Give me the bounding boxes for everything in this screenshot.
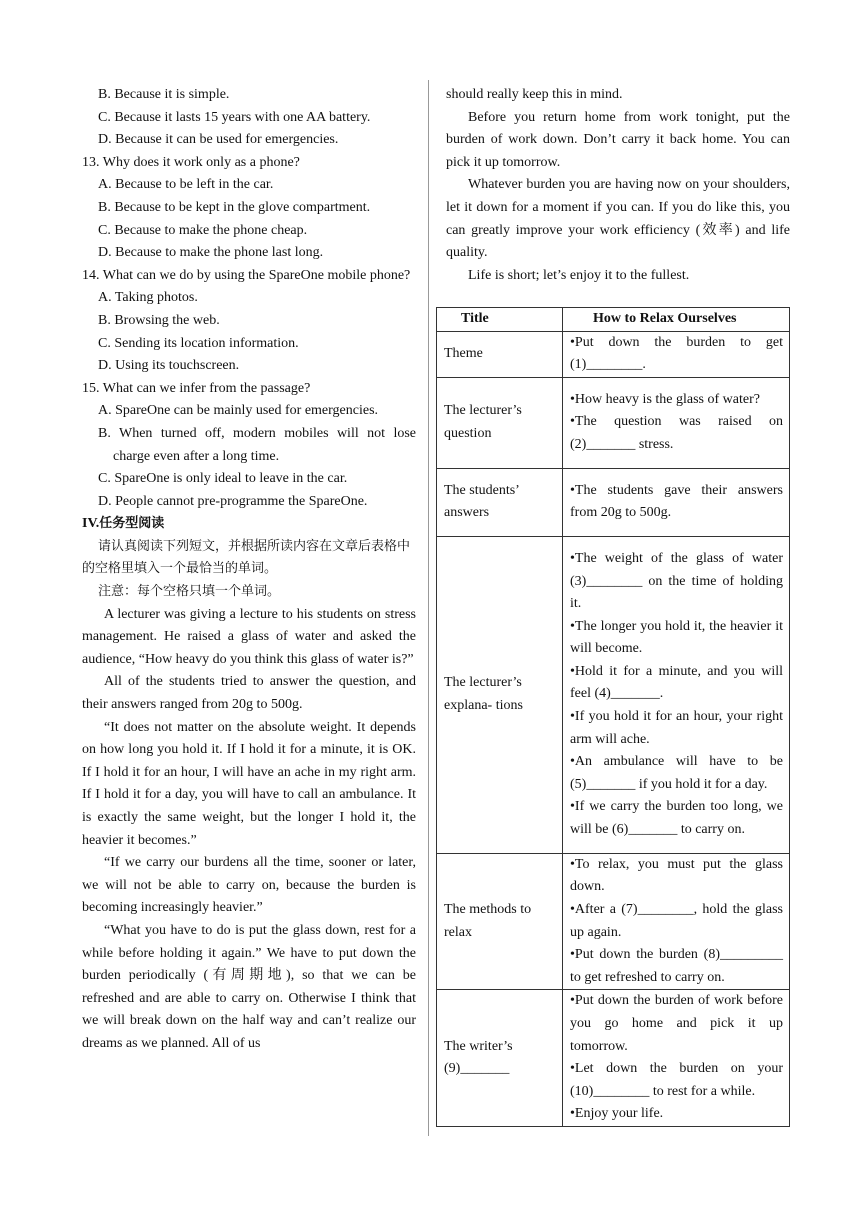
passage-paragraph-3: “It does not matter on the absolute weight. It depends on how long you hold it. If I hold it for a minute, it is OK. If I hold it for an hour, I will have an ache in my right arm. If I hold it for a day, you will have to call an ambulance. It is exactly the same weight, but the longer I hold it, the heavier it becomes.” — [82, 719, 416, 848]
bullet-line: •The question was raised on (2)_______ stress. — [570, 414, 783, 453]
q14-option-c: C. Sending its location information. — [98, 335, 299, 351]
bullet-line: •Put down the burden (8)_________ to get refreshed to carry on. — [570, 947, 783, 985]
q14-question: 14. What can we do by using the SpareOne mobile phone? — [82, 267, 411, 283]
passage-paragraph-1: A lecturer was giving a lecture to his students on stress management. He raised a glass of water and asked the audience, “How heavy do you think this glass of water is?” — [82, 606, 416, 667]
passage-paragraph-2: All of the students tried to answer the question, and their answers ranged from 20g to 500g. — [82, 674, 416, 713]
bullet-line: •The weight of the glass of water (3)________ on the time of holding it. — [570, 550, 783, 612]
q13-option-a: A. Because to be left in the car. — [98, 177, 274, 193]
table-row-answers — [437, 468, 790, 536]
bullet-line: •Put down the burden of work before you go home and pick it up tomorrow. — [570, 993, 783, 1054]
table-header-title: Title — [437, 308, 563, 332]
q14-option-b: B. Browsing the web. — [98, 312, 220, 328]
table-row-question — [437, 377, 790, 468]
column-divider — [428, 80, 429, 1136]
bullet-line: •If we carry the burden too long, we will be (6)_______ to carry on. — [570, 799, 783, 838]
bullet-line: •Put down the burden to get (1)________. — [570, 334, 783, 373]
q14-option-d: D. Using its touchscreen. — [98, 358, 240, 374]
row-content — [563, 377, 790, 468]
q14-option-a: A. Taking photos. — [98, 290, 198, 306]
q12-option-b: B. Because it is simple. — [98, 87, 230, 102]
q15-option-b: B. When turned off, modern mobiles will not lose charge even after a long time. — [98, 425, 416, 464]
row-label: The writer’s (9)_______ — [437, 990, 563, 1127]
table-row-writer — [437, 990, 790, 1127]
q12-option-d: D. Because it can be used for emergencies. — [98, 132, 339, 148]
section-title — [82, 513, 416, 536]
passage-paragraph-4: “If we carry our burdens all the time, sooner or later, we will not be able to carry on, because the burden is becoming increasingly heavier.” — [82, 855, 416, 916]
row-label: Theme — [437, 331, 563, 377]
q15-option-a: A. SpareOne can be mainly used for emergencies. — [98, 403, 379, 419]
bullet-line: •How heavy is the glass of water? — [570, 391, 760, 407]
table-row-explanations — [437, 536, 790, 853]
passage-paragraph-7: Whatever burden you are having now on your shoulders, let it down for a moment if you can. If you do like this, you can greatly improve your work efficiency (效率) and life quality. — [446, 177, 790, 261]
passage-paragraph-5: “What you have to do is put the glass down, rest for a while before holding it again.” We have to put down the burden periodically (有周期地), so that we can be refreshed and are able to carry on. Otherwise I think that we will break down on the half way and can’t realize our dreams as we planned. All of us — [82, 922, 416, 1051]
bullet-line: •The students gave their answers from 20g to 500g. — [570, 482, 783, 521]
bullet-line: •Let down the burden on your (10)________ to rest for a while. — [570, 1061, 783, 1099]
table-header-value: How to Relax Ourselves — [563, 308, 790, 332]
q13-option-b: B. Because to be kept in the glove compartment. — [98, 199, 371, 215]
row-label: The lecturer’s question — [437, 377, 563, 468]
row-content — [563, 990, 790, 1127]
bullet-line: •Hold it for a minute, and you will feel (4)_______. — [570, 663, 783, 702]
passage-continuation: should really keep this in mind. — [446, 87, 623, 102]
bullet-line: •After a (7)________, hold the glass up again. — [570, 901, 783, 940]
row-label: The students’ answers — [437, 468, 563, 536]
bullet-line: •To relax, you must put the glass down. — [570, 856, 783, 895]
passage-paragraph-8: Life is short; let’s enjoy it to the fullest. — [468, 267, 690, 283]
bullet-line: •Enjoy your life. — [570, 1106, 664, 1122]
note-text: 注意：每个空格只填一个单词。 — [98, 584, 281, 600]
q15-option-c: C. SpareOne is only ideal to leave in the car. — [98, 471, 348, 487]
passage-paragraph-6: Before you return home from work tonight, put the burden of work down. Don’t carry it back home. You can pick it up tomorrow. — [446, 109, 790, 170]
q13-option-c: C. Because to make the phone cheap. — [98, 222, 308, 238]
left-column — [82, 84, 416, 1056]
q13-option-d: D. Because to make the phone last long. — [98, 245, 324, 261]
row-content — [563, 331, 790, 377]
task-table — [436, 307, 790, 1127]
q15-question: 15. What can we infer from the passage? — [82, 380, 311, 396]
q12-option-c: C. Because it lasts 15 years with one AA battery. — [98, 109, 371, 125]
row-label: The methods to relax — [437, 853, 563, 990]
row-content — [563, 536, 790, 853]
table-row-methods — [437, 853, 790, 990]
q15-option-d: D. People cannot pre-programme the SpareOne. — [98, 493, 368, 509]
q13-question: 13. Why does it work only as a phone? — [82, 154, 300, 170]
section-number: IV. — [82, 516, 100, 532]
bullet-line: •An ambulance will have to be (5)_______ if you hold it for a day. — [570, 754, 783, 792]
instruction-text: 请认真阅读下列短文，并根据所读内容在文章后表格中的空格里填入一个最恰当的单词。 — [82, 538, 411, 577]
row-content — [563, 853, 790, 990]
bullet-line: •The longer you hold it, the heavier it will become. — [570, 618, 783, 657]
section-title-cn: 任务型阅读 — [99, 516, 165, 532]
right-column — [446, 84, 790, 287]
row-content — [563, 468, 790, 536]
table-header-row — [437, 308, 790, 332]
bullet-line: •If you hold it for an hour, your right arm will ache. — [570, 709, 783, 747]
row-label: The lecturer’s explana- tions — [437, 536, 563, 853]
table-row-theme — [437, 331, 790, 377]
